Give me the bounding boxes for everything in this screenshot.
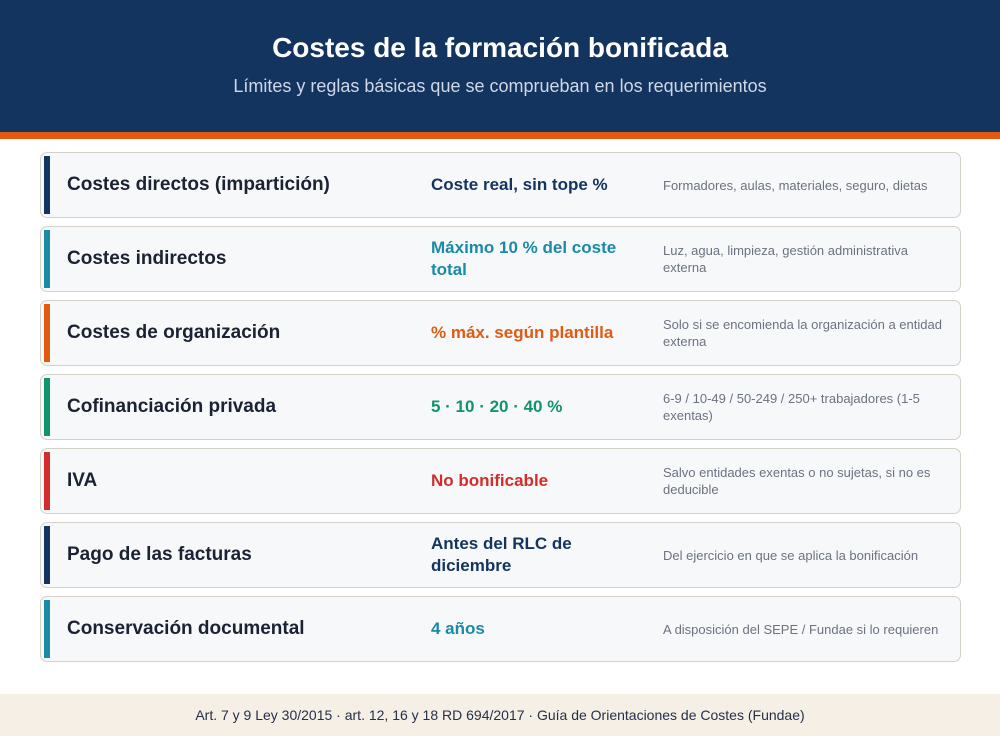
rule-name: Costes de organización — [67, 322, 281, 343]
rule-row-direct-costs — [40, 152, 961, 218]
rule-note: Luz, agua, limpieza, gestión administrativa externa — [663, 243, 908, 275]
cost-rules-list — [40, 152, 961, 670]
rule-row-indirect-costs — [40, 226, 961, 292]
rule-row-document-retention — [40, 596, 961, 662]
rule-note: Del ejercicio en que se aplica la bonificación — [663, 547, 919, 563]
row-accent-bar — [44, 156, 50, 214]
page-title: Costes de la formación bonificada — [272, 32, 728, 63]
row-accent-bar — [44, 600, 50, 658]
rule-name: Cofinanciación privada — [67, 396, 277, 417]
legal-references-footer: Art. 7 y 9 Ley 30/2015 · art. 12, 16 y 18 RD 694/2017 · Guía de Orientaciones de Costes (Fundae) — [0, 694, 1000, 736]
rule-value: No bonificable — [431, 471, 549, 490]
row-accent-bar — [44, 230, 50, 288]
rule-value: 5 · 10 · 20 · 40 % — [431, 397, 563, 416]
rule-row-organization-costs — [40, 300, 961, 366]
rule-value: % máx. según plantilla — [431, 323, 614, 342]
rule-name: Costes indirectos — [67, 248, 227, 269]
page-subtitle: Límites y reglas básicas que se comprueban en los requerimientos — [233, 76, 767, 96]
rule-row-vat — [40, 448, 961, 514]
rule-value: Antes del RLC de diciembre — [431, 534, 572, 575]
rule-note: A disposición del SEPE / Fundae si lo requieren — [663, 621, 939, 637]
row-accent-bar — [44, 378, 50, 436]
rule-value: Máximo 10 % del coste total — [431, 238, 617, 279]
row-accent-bar — [44, 452, 50, 510]
rule-name: Costes directos (impartición) — [67, 174, 330, 195]
rule-note: 6-9 / 10-49 / 50-249 / 250+ trabajadores (1-5 exentas) — [663, 391, 920, 423]
rule-note: Formadores, aulas, materiales, seguro, dietas — [663, 177, 928, 193]
rule-note: Solo si se encomienda la organización a entidad externa — [663, 317, 942, 349]
row-accent-bar — [44, 526, 50, 584]
rule-note: Salvo entidades exentas o no sujetas, si no es deducible — [663, 465, 931, 497]
rule-name: Conservación documental — [67, 618, 305, 639]
rule-value: Coste real, sin tope % — [431, 175, 608, 194]
rule-row-private-cofinancing — [40, 374, 961, 440]
rule-value: 4 años — [431, 619, 485, 638]
rule-name: IVA — [67, 470, 98, 491]
rule-name: Pago de las facturas — [67, 544, 252, 565]
header-banner — [0, 0, 1000, 139]
rule-row-invoice-payment — [40, 522, 961, 588]
row-accent-bar — [44, 304, 50, 362]
